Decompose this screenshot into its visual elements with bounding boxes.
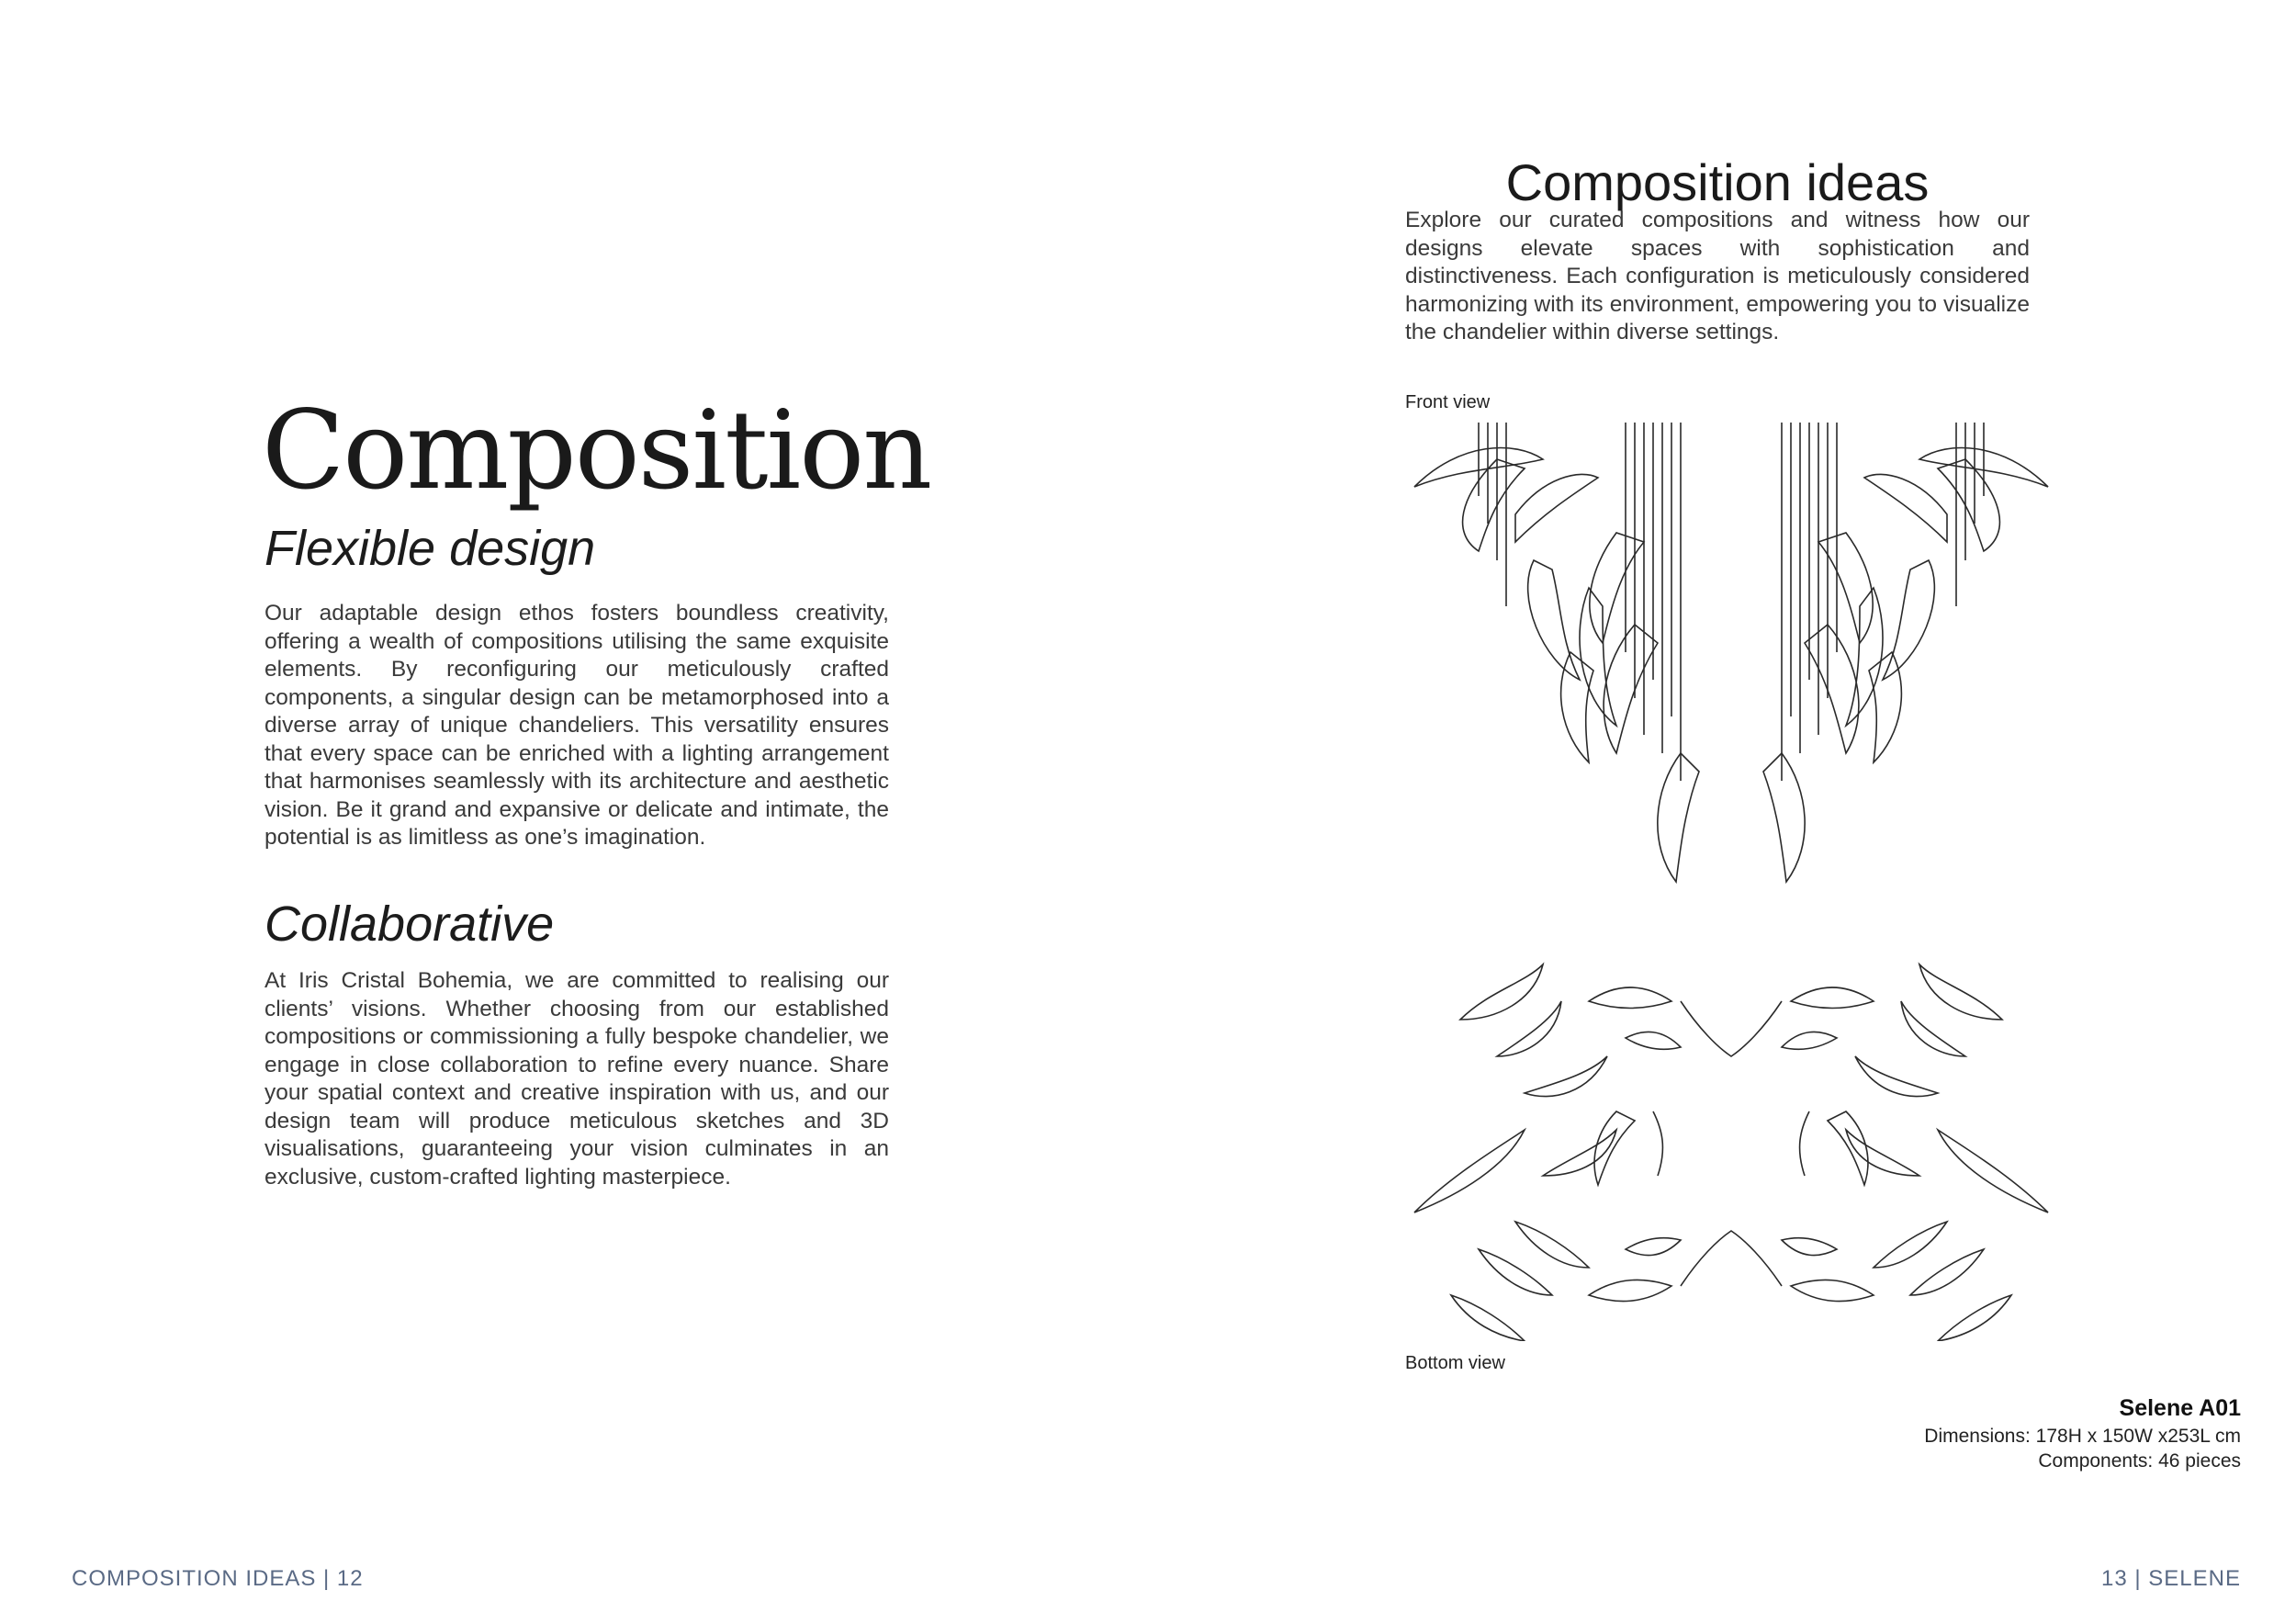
product-info xyxy=(1924,1393,2241,1473)
leaf-petals-left xyxy=(1414,448,1699,882)
product-dimensions: Dimensions: 178H x 150W x253L cm xyxy=(1924,1426,2241,1447)
chandelier-bottom-view-icon xyxy=(1405,946,2057,1341)
bottom-leaves-left xyxy=(1414,964,1681,1341)
composition-ideas-title: Composition ideas xyxy=(1505,153,1930,211)
flexible-design-heading: Flexible design xyxy=(264,521,596,576)
page-title: Composition xyxy=(262,387,931,513)
bottom-view-label: Bottom view xyxy=(1405,1353,1505,1373)
flexible-design-body: Our adaptable design ethos fosters boundless creativity, offering a wealth of compositions utilising the same exquisite elements. By reconfiguring our meticulously crafted components, a singular design can be metamorphosed into a diverse array of unique chandeliers. This versatility ensures that every space can be enriched with a lighting arrangement that harmonises seamlessly with its architecture and aesthetic vision. Be it grand and expansive or delicate and intimate, the potential is as limitless as one’s imagination. xyxy=(264,601,889,850)
composition-ideas-intro: Explore our curated compositions and witness how our designs elevate spaces with sophistication and distinctiveness. Each configuration is meticulously considered harmonizing with its environment, empowering you to visualize the chandelier within diverse settings. xyxy=(1405,208,2030,344)
front-view-label: Front view xyxy=(1405,392,1491,412)
collaborative-body: At Iris Cristal Bohemia, we are committed to realising our clients’ visions. Whether choosing from our established compositions or commissioning a fully bespoke chandelier, we engage in close collaboration to refine every nuance. Share your spatial context and creative inspiration with us, and our design team will produce meticulous sketches and 3D visualisations, guaranteeing your vision culminates in an exclusive, custom-crafted lighting masterpiece. xyxy=(264,968,889,1190)
product-components: Components: 46 pieces xyxy=(2038,1450,2241,1472)
footer-left-page-number: COMPOSITION IDEAS | 12 xyxy=(72,1566,364,1591)
footer-right-page-number: 13 | SELENE xyxy=(2101,1566,2241,1591)
bottom-leaves-right xyxy=(1782,964,2048,1341)
chandelier-front-view-icon xyxy=(1405,423,2057,891)
leaf-petals-right xyxy=(1763,448,2048,882)
suspension-rods xyxy=(1479,423,1984,781)
collaborative-heading: Collaborative xyxy=(264,897,555,952)
product-name: Selene A01 xyxy=(2119,1395,2241,1421)
